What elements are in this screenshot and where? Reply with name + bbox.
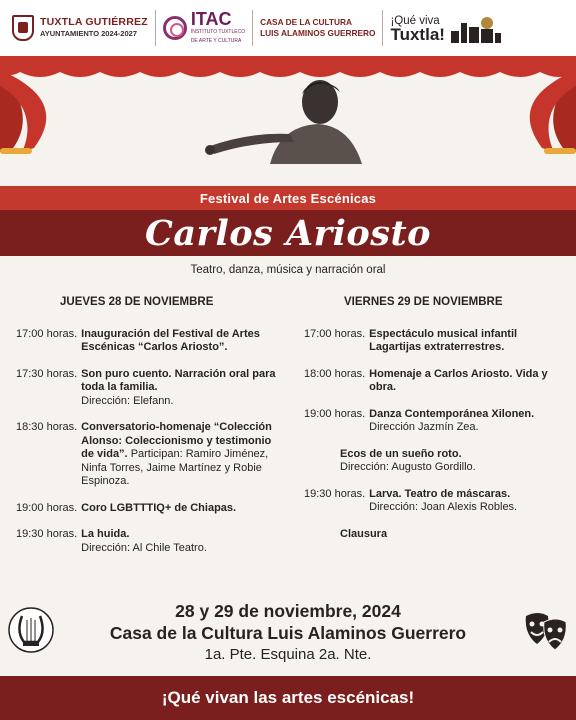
event-name: Coro LGBTTTIQ+ de Chiapas. [81, 501, 237, 514]
event-subtitle: Teatro, danza, música y narración oral [190, 264, 386, 276]
event-detail: Dirección: Elefann. [81, 394, 174, 407]
viva-line-1: ¡Qué viva [390, 15, 440, 27]
header-logos [0, 0, 576, 56]
program-item [304, 368, 566, 395]
viva-line-2: Tuxtla! [390, 25, 445, 44]
divider [252, 10, 253, 46]
casa-line-2: LUIS ALAMINOS GUERRERO [260, 28, 376, 38]
event-time: 17:00 horas. [304, 327, 366, 340]
event-detail: Dirección: Augusto Gordillo. [340, 461, 476, 473]
event-name: Espectáculo musical infantil Lagartijas extraterrestres. [369, 327, 518, 353]
event-name: Inauguración del Festival de Artes Escénicas “Carlos Ariosto”. [81, 327, 260, 353]
title-banner [0, 210, 576, 256]
event-title: Carlos Ariosto [145, 212, 431, 254]
event-name: Conversatorio-homenaje “Colección Alonso: Coleccionismo y testimonio de vida”. [81, 421, 272, 460]
divider [382, 10, 383, 46]
event-time: 19:30 horas. [304, 487, 366, 500]
event-name: Son puro cuento. Narración oral para toda la familia. [81, 367, 276, 393]
theater-masks-icon [522, 610, 570, 654]
event-detail: Dirección Jazmín Zea. [369, 421, 479, 433]
itac-sub-1: INSTITUTO TUXTLECO [190, 29, 246, 35]
day-heading: VIERNES 29 DE NOVIEMBRE [344, 296, 503, 308]
program-item [304, 488, 566, 515]
casa-cultura-logo [260, 8, 375, 48]
event-time: 17:00 horas. [16, 327, 78, 340]
viva-tuxtla-logo [390, 8, 502, 48]
ayuntamiento-label: AYUNTAMIENTO 2024-2027 [40, 29, 137, 38]
stage-illustration [0, 56, 576, 164]
footer-banner [0, 676, 576, 720]
program-item [16, 328, 278, 355]
event-name: Homenaje a Carlos Ariosto. Vida y obra. [369, 367, 548, 393]
event-time: 19:00 horas. [304, 407, 366, 420]
event-time: 18:00 horas. [304, 367, 366, 380]
event-time: 17:30 horas. [16, 367, 78, 380]
itac-logo [163, 8, 245, 48]
event-name: Clausura [340, 527, 388, 540]
event-name: Danza Contemporánea Xilonen. [369, 407, 535, 420]
day-column-thursday [16, 296, 278, 568]
event-venue: Casa de la Cultura Luis Alaminos Guerrero [109, 623, 467, 643]
day-column-friday [304, 296, 566, 554]
event-name: Larva. Teatro de máscaras. [369, 487, 511, 500]
tuxtla-name: TUXTLA GUTIÉRREZ [40, 16, 148, 28]
footer-slogan: ¡Qué vivan las artes escénicas! [161, 688, 415, 707]
event-time: 19:00 horas. [16, 501, 78, 514]
festival-banner [0, 186, 576, 210]
itac-name: ITAC [190, 9, 232, 29]
program-item [304, 448, 566, 475]
event-dates: 28 y 29 de noviembre, 2024 [175, 601, 401, 621]
event-detail: Dirección: Al Chile Teatro. [81, 541, 207, 554]
event-time: 19:30 horas. [16, 528, 78, 540]
city-skyline-icon [449, 13, 503, 43]
casa-line-1: CASA DE LA CULTURA [260, 17, 352, 27]
carlos-ariosto-portrait [190, 72, 390, 164]
program-item [304, 328, 566, 355]
program-item [16, 421, 278, 489]
divider [155, 10, 156, 46]
city-seal-icon [12, 15, 34, 41]
event-name: Ecos de un sueño roto. [340, 447, 462, 460]
program-item [304, 408, 566, 435]
event-name: La huida. [81, 528, 130, 540]
event-detail: Dirección: Joan Alexis Robles. [369, 501, 518, 513]
event-detail: Participan: Ramiro Jiménez, Ninfa Torres, Jaime Martínez y Robie Espinoza. [81, 448, 269, 487]
program-item [16, 502, 278, 516]
itac-sub-2: DE ARTE Y CULTURA [190, 38, 242, 44]
event-address: 1a. Pte. Esquina 2a. Nte. [204, 646, 372, 663]
event-time: 18:30 horas. [16, 421, 78, 433]
program-item [16, 368, 278, 409]
program-item [16, 528, 278, 555]
day-heading: JUEVES 28 DE NOVIEMBRE [60, 296, 214, 308]
itac-emblem-icon [163, 16, 187, 40]
event-info [0, 600, 576, 666]
program-item [304, 528, 566, 542]
tuxtla-logo [12, 8, 148, 48]
festival-label: Festival de Artes Escénicas [199, 190, 377, 206]
